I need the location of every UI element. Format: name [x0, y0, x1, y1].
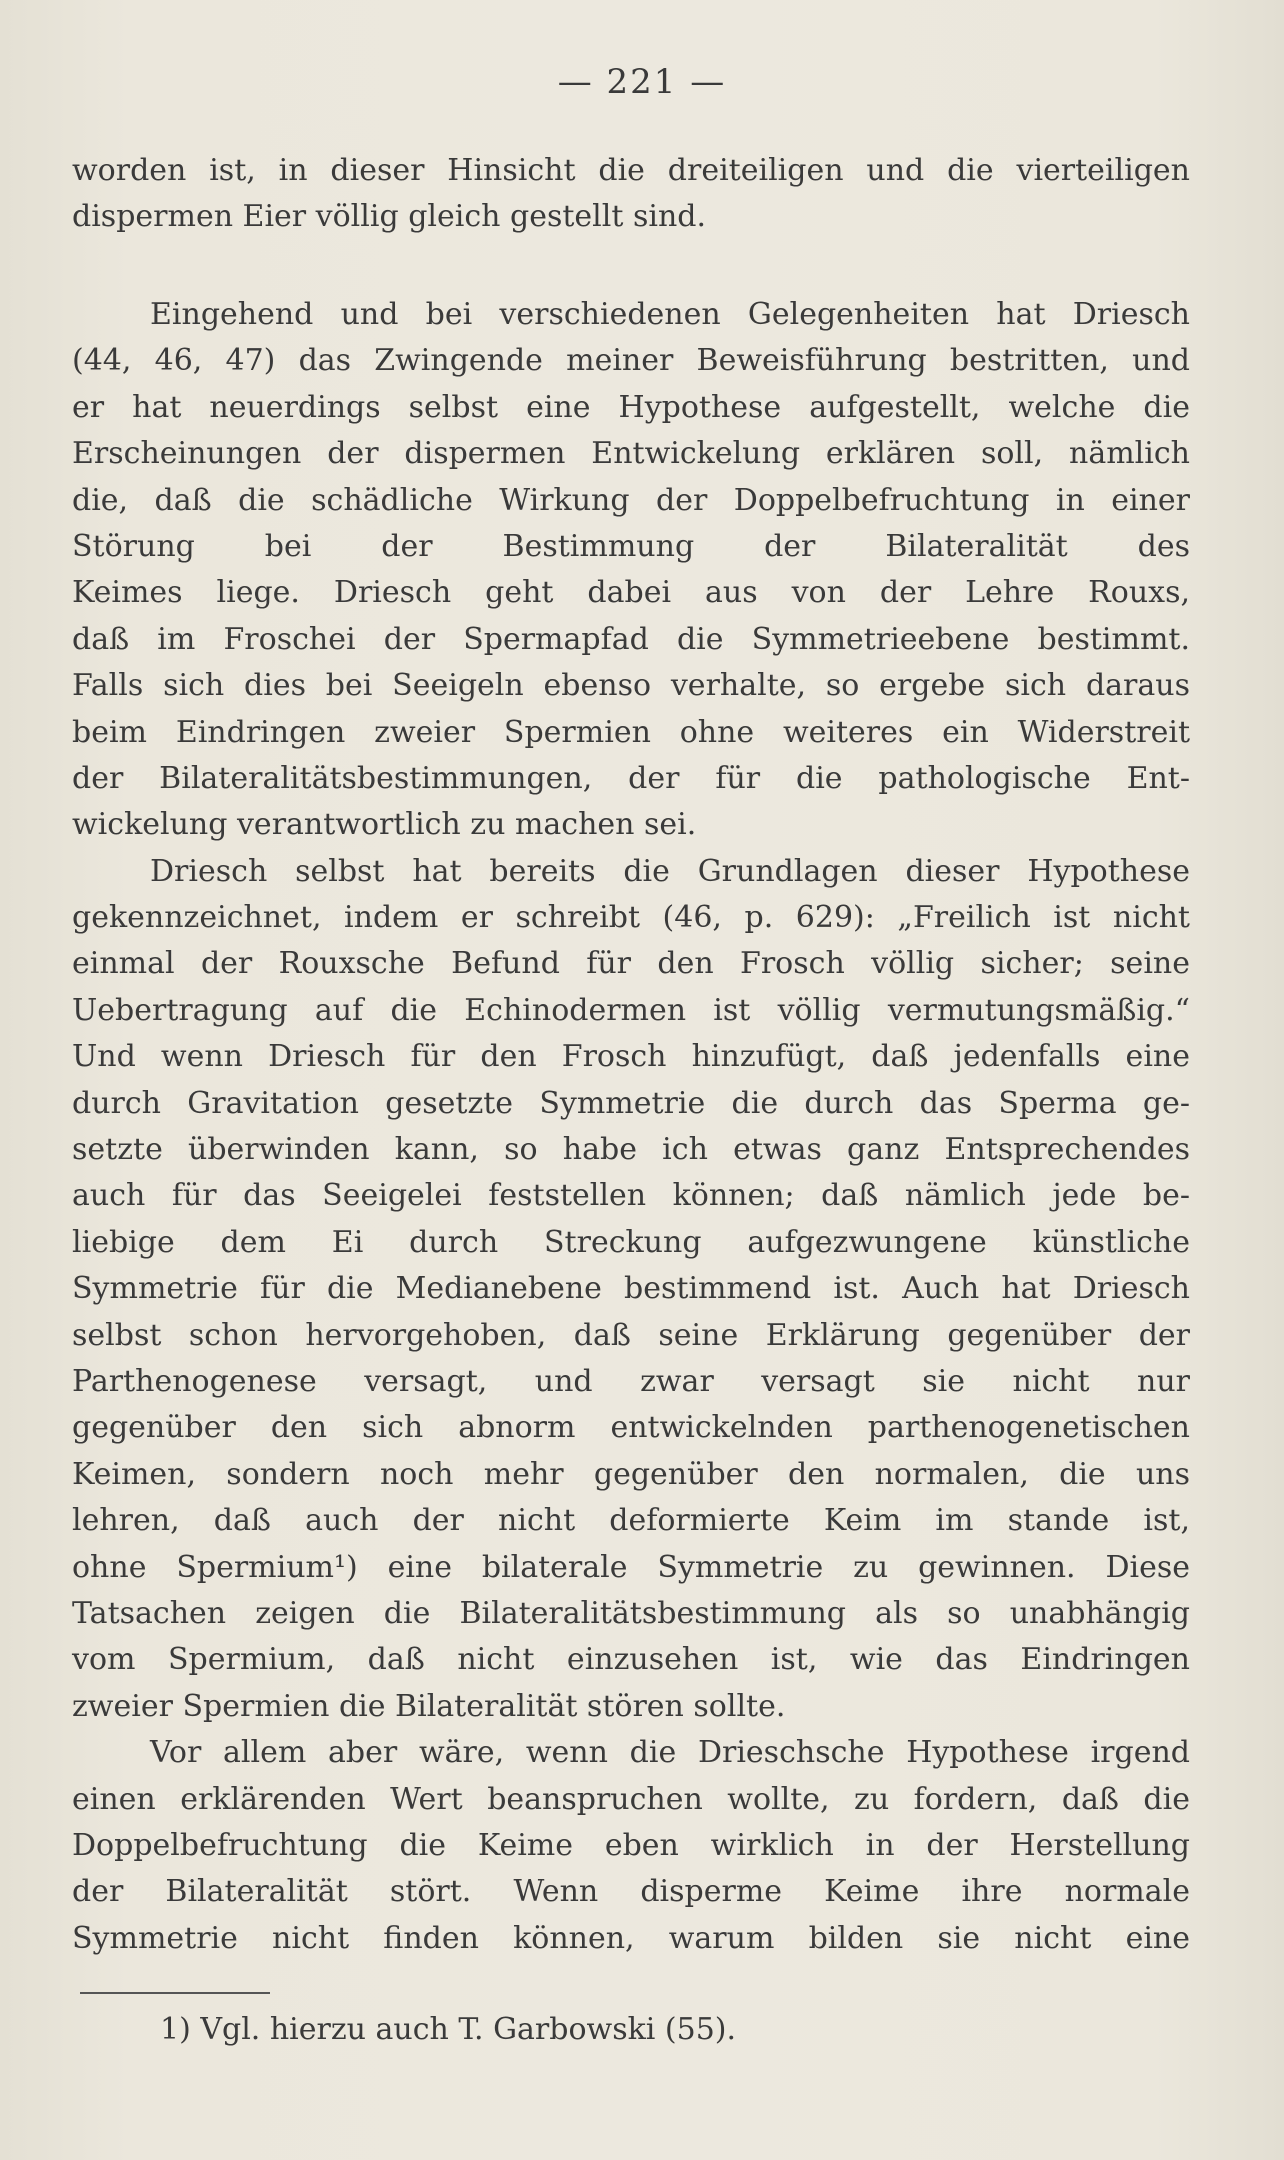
text-line: Erscheinungen der dispermen Entwickelung erklären soll, nämlich: [72, 436, 1190, 472]
footnote: 1) Vgl. hierzu auch T. Garbowski (55).: [160, 2012, 737, 2047]
page-number: — 221 —: [557, 62, 727, 102]
text-line: ohne Spermium¹) eine bilaterale Symmetrie zu gewinnen. Diese: [72, 1549, 1190, 1585]
footnote-divider: [80, 1992, 270, 1994]
text-line: gegenüber den sich abnorm entwickelnden parthenogenetischen: [72, 1410, 1190, 1446]
text-line: Symmetrie nicht finden können, warum bilden sie nicht eine: [72, 1920, 1190, 1956]
text-line: durch Gravitation gesetzte Symmetrie die durch das Sperma ge-: [72, 1085, 1190, 1121]
text-line: Eingehend und bei verschiedenen Gelegenheiten hat Driesch: [150, 297, 1190, 332]
text-line: auch für das Seeigelei feststellen können; daß nämlich jede be-: [72, 1178, 1190, 1214]
text-line: er hat neuerdings selbst eine Hypothese aufgestellt, welche die: [72, 389, 1190, 425]
text-line: der Bilateralität stört. Wenn disperme Keime ihre normale: [72, 1874, 1190, 1910]
text-line: worden ist, in dieser Hinsicht die dreiteiligen und die vierteiligen: [72, 153, 1190, 188]
text-line: Uebertragung auf die Echinodermen ist völlig vermutungsmäßig.“: [72, 992, 1190, 1028]
text-line: liebige dem Ei durch Streckung aufgezwungene künstliche: [72, 1224, 1190, 1260]
text-line: gekennzeichnet, indem er schreibt (46, p. 629): „Freilich ist nicht: [72, 900, 1190, 936]
text-line: selbst schon hervorgehoben, daß seine Erklärung gegenüber der: [72, 1317, 1190, 1353]
text-line: Doppelbefruchtung die Keime eben wirklich in der Herstellung: [72, 1827, 1190, 1863]
text-line: einmal der Rouxsche Befund für den Frosch völlig sicher; seine: [72, 946, 1190, 982]
text-line: Tatsachen zeigen die Bilateralitätsbestimmung als so unabhängig: [72, 1595, 1190, 1631]
text-line: Keimen, sondern noch mehr gegenüber den normalen, die uns: [72, 1456, 1190, 1492]
text-line: die, daß die schädliche Wirkung der Doppelbefruchtung in einer: [72, 482, 1190, 518]
text-line: lehren, daß auch der nicht deformierte Keim im stande ist,: [72, 1503, 1190, 1539]
paragraph-continuation: [72, 148, 1190, 241]
text-line: Falls sich dies bei Seeigeln ebenso verhalte, so ergebe sich daraus: [72, 668, 1190, 704]
main-text: [72, 292, 1190, 1962]
text-line: beim Eindringen zweier Spermien ohne weiteres ein Widerstreit: [72, 714, 1190, 750]
text-line: Und wenn Driesch für den Frosch hinzufügt, daß jedenfalls eine: [72, 1039, 1190, 1075]
text-line: einen erklärenden Wert beanspruchen wollte, zu fordern, daß die: [72, 1781, 1190, 1817]
text-line: dispermen Eier völlig gleich gestellt sind.: [72, 199, 707, 235]
text-line: Symmetrie für die Medianebene bestimmend ist. Auch hat Driesch: [72, 1271, 1190, 1307]
text-line: wickelung verantwortlich zu machen sei.: [72, 807, 697, 843]
text-line: Störung bei der Bestimmung der Bilateralität des: [72, 528, 1190, 564]
text-line: vom Spermium, daß nicht einzusehen ist, wie das Eindringen: [72, 1642, 1190, 1678]
text-line: (44, 46, 47) das Zwingende meiner Beweisführung bestritten, und: [72, 343, 1190, 379]
text-line: Parthenogenese versagt, und zwar versagt sie nicht nur: [72, 1363, 1190, 1399]
text-line: setzte überwinden kann, so habe ich etwas ganz Entsprechendes: [72, 1132, 1190, 1168]
text-line: Keimes liege. Driesch geht dabei aus von der Lehre Rouxs,: [72, 575, 1190, 611]
text-line: daß im Froschei der Spermapfad die Symmetrieebene bestimmt.: [72, 621, 1190, 657]
text-line: zweier Spermien die Bilateralität stören sollte.: [72, 1688, 786, 1724]
text-line: der Bilateralitätsbestimmungen, der für die pathologische Ent-: [72, 760, 1190, 796]
text-line: Driesch selbst hat bereits die Grundlagen dieser Hypothese: [150, 853, 1190, 889]
text-line: Vor allem aber wäre, wenn die Drieschsche Hypothese irgend: [150, 1735, 1190, 1771]
